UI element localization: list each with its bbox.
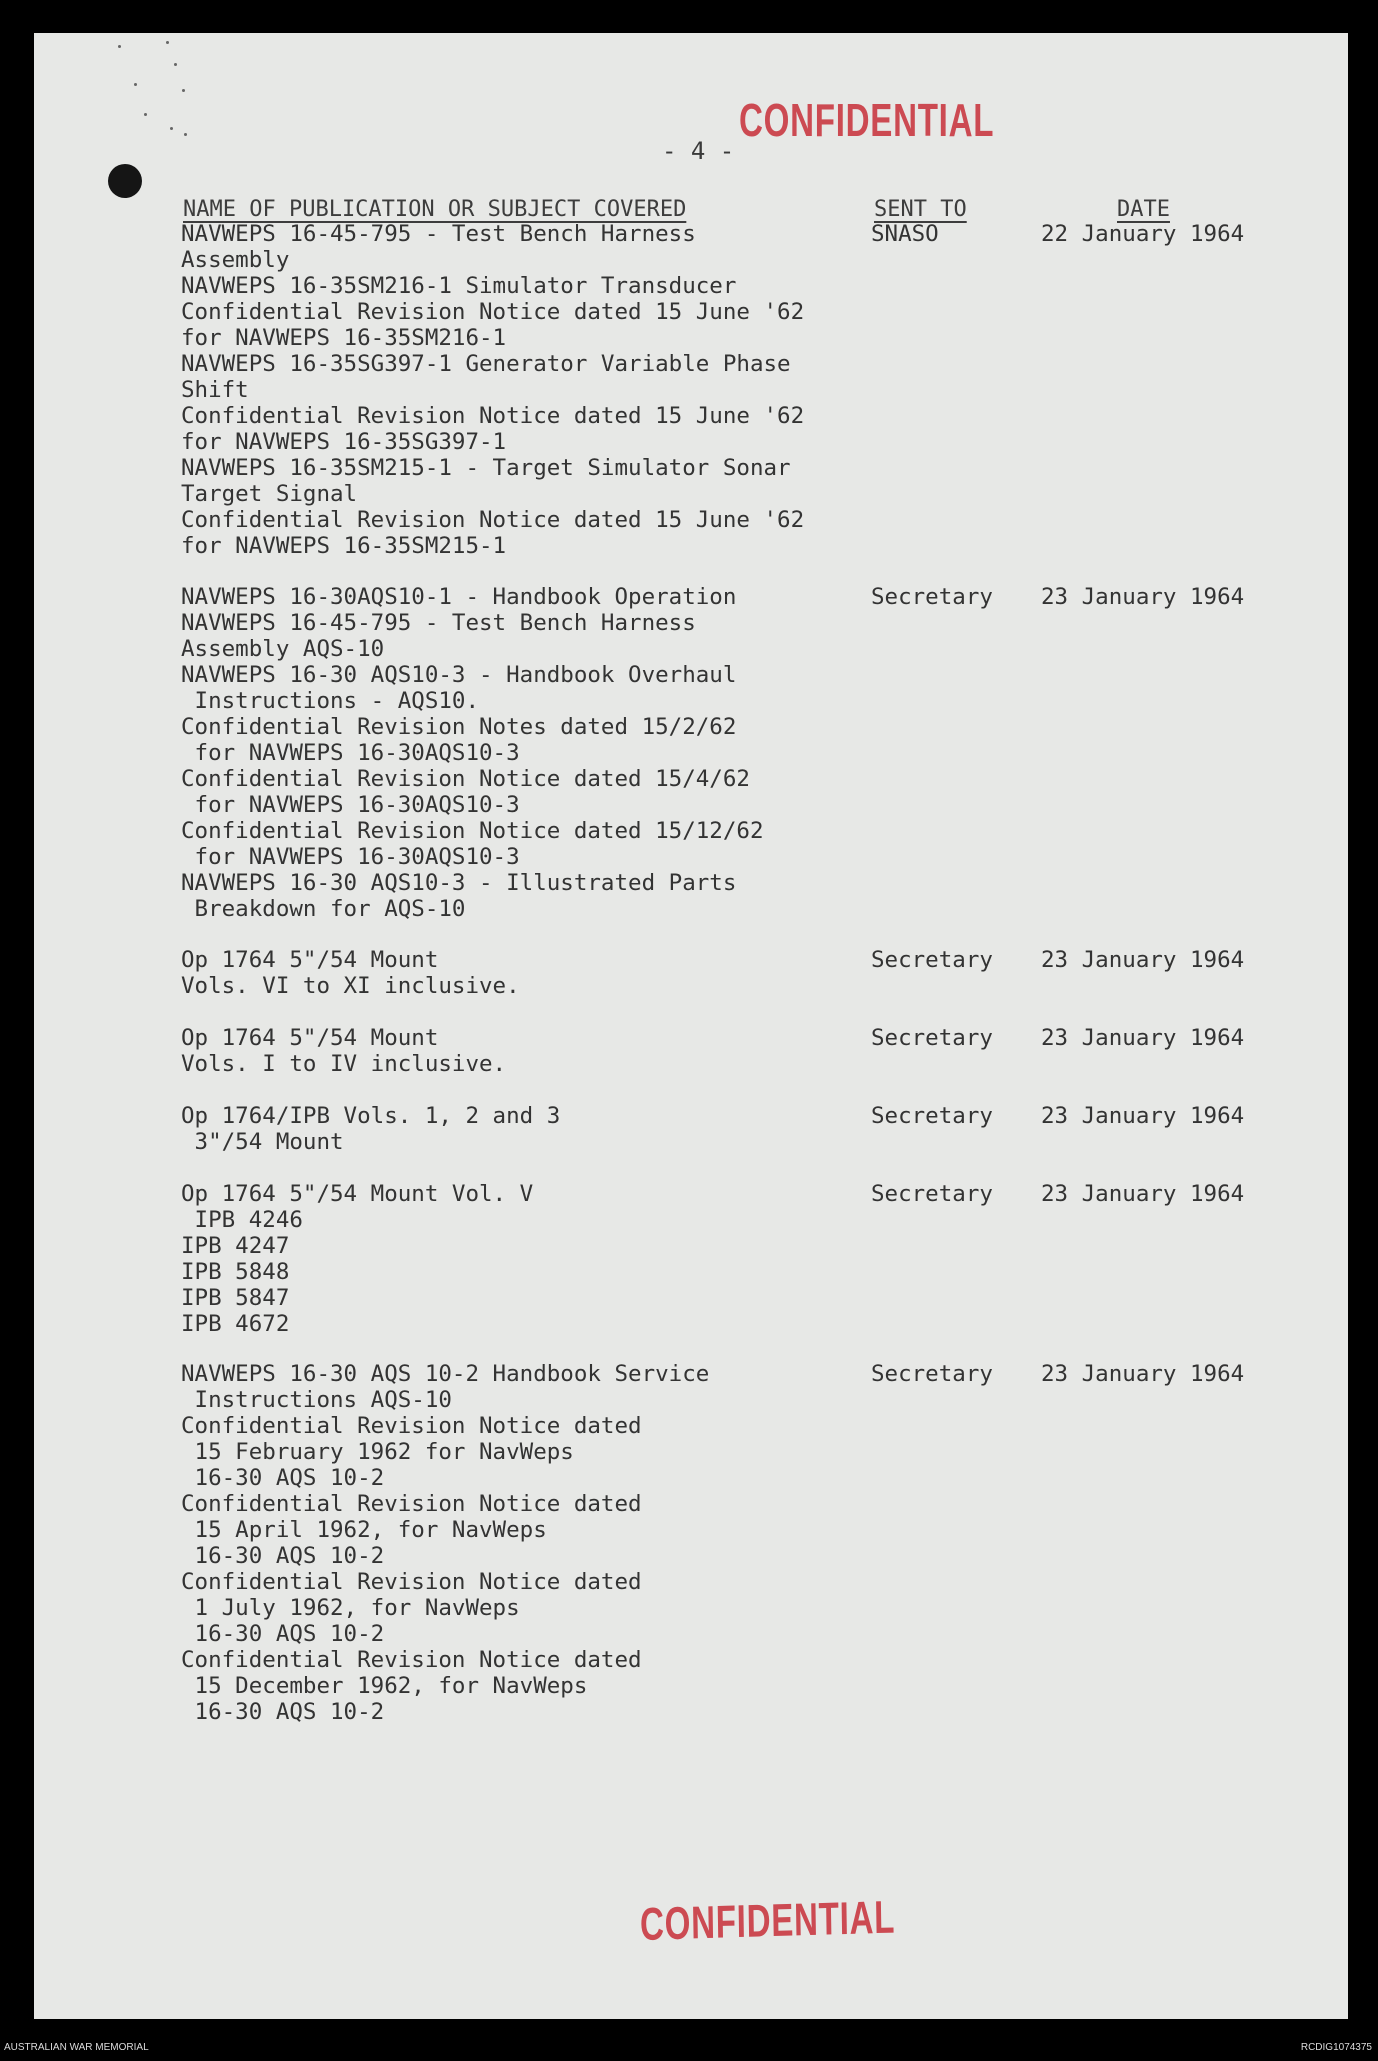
publication-line: 16-30 AQS 10-2 [181, 1543, 385, 1569]
publication-line: Confidential Revision Notice dated 15/4/62 [181, 766, 750, 792]
paper-specks [74, 33, 194, 173]
publication-line: Confidential Revision Notice dated 15 June '62 [181, 299, 805, 325]
publication-line: NAVWEPS 16-35SM215-1 - Target Simulator Sonar [181, 455, 791, 481]
page-number: - 4 - [662, 137, 735, 165]
publication-line: Confidential Revision Notes dated 15/2/62 [181, 714, 737, 740]
publication-line: Instructions - AQS10. [181, 688, 480, 714]
sent-to-value: Secretary [871, 947, 993, 973]
column-header-date: DATE [1117, 197, 1170, 222]
sent-to-value: Secretary [871, 1103, 993, 1129]
publication-line: NAVWEPS 16-35SG397-1 Generator Variable Phase [181, 351, 791, 377]
publication-entry [181, 1103, 1341, 1155]
sent-to-value: Secretary [871, 1025, 993, 1051]
date-value: 23 January 1964 [1041, 1181, 1245, 1207]
sent-to-value: Secretary [871, 1361, 993, 1387]
publication-line: NAVWEPS 16-30AQS10-1 - Handbook Operation [181, 584, 737, 610]
publication-line: IPB 4247 [181, 1233, 290, 1259]
publication-line: Op 1764 5"/54 Mount [181, 947, 439, 973]
publication-line: NAVWEPS 16-45-795 - Test Bench Harness [181, 610, 696, 636]
date-value: 23 January 1964 [1041, 947, 1245, 973]
column-header-publication: NAME OF PUBLICATION OR SUBJECT COVERED [183, 197, 687, 222]
publication-title [181, 584, 1341, 922]
publication-line: Confidential Revision Notice dated [181, 1413, 642, 1439]
publication-entry [181, 1361, 1341, 1725]
publication-line: for NAVWEPS 16-30AQS10-3 [181, 792, 520, 818]
publication-line: 3"/54 Mount [181, 1129, 344, 1155]
publication-line: Op 1764 5"/54 Mount Vol. V [181, 1181, 534, 1207]
publication-line: NAVWEPS 16-30 AQS 10-2 Handbook Service [181, 1361, 710, 1387]
publication-line: 15 December 1962, for NavWeps [181, 1673, 588, 1699]
publication-line: NAVWEPS 16-35SM216-1 Simulator Transducer [181, 273, 737, 299]
publication-line: Op 1764 5"/54 Mount [181, 1025, 439, 1051]
publication-entry [181, 221, 1341, 559]
publication-line: Target Signal [181, 481, 358, 507]
publication-line: Confidential Revision Notice dated 15/12/62 [181, 818, 764, 844]
sent-to-value: Secretary [871, 584, 993, 610]
confidential-stamp-top: CONFIDENTIAL [739, 94, 995, 146]
publication-line: 16-30 AQS 10-2 [181, 1621, 385, 1647]
date-value: 23 January 1964 [1041, 1025, 1245, 1051]
publication-line: for NAVWEPS 16-35SM215-1 [181, 533, 507, 559]
publication-line: NAVWEPS 16-30 AQS10-3 - Handbook Overhaul [181, 662, 737, 688]
publication-line: for NAVWEPS 16-35SM216-1 [181, 325, 507, 351]
publication-line: Instructions AQS-10 [181, 1387, 452, 1413]
publication-line: Vols. I to IV inclusive. [181, 1051, 507, 1077]
publication-entry [181, 947, 1341, 999]
publication-line: for NAVWEPS 16-30AQS10-3 [181, 740, 520, 766]
publication-line: 15 February 1962 for NavWeps [181, 1439, 574, 1465]
publication-line: 15 April 1962, for NavWeps [181, 1517, 547, 1543]
publication-line: 16-30 AQS 10-2 [181, 1699, 385, 1725]
publication-line: Shift [181, 377, 249, 403]
column-header-sent-to: SENT TO [874, 197, 967, 222]
publication-line: IPB 5847 [181, 1285, 290, 1311]
publication-line: Confidential Revision Notice dated [181, 1569, 642, 1595]
publication-line: IPB 4672 [181, 1311, 290, 1337]
publication-line: for NAVWEPS 16-35SG397-1 [181, 429, 507, 455]
publication-line: Confidential Revision Notice dated 15 June '62 [181, 507, 805, 533]
publication-entry [181, 1025, 1341, 1077]
publication-line: 1 July 1962, for NavWeps [181, 1595, 520, 1621]
confidential-stamp-bottom: CONFIDENTIAL [639, 1890, 896, 1950]
publication-title [181, 1361, 1341, 1725]
publication-entry [181, 1181, 1341, 1337]
publication-line: NAVWEPS 16-45-795 - Test Bench Harness [181, 221, 696, 247]
publication-line: 16-30 AQS 10-2 [181, 1465, 385, 1491]
publication-line: IPB 4246 [181, 1207, 303, 1233]
publication-line: Assembly AQS-10 [181, 636, 385, 662]
publication-line: Vols. VI to XI inclusive. [181, 973, 520, 999]
publication-line: IPB 5848 [181, 1259, 290, 1285]
publication-line: Assembly [181, 247, 290, 273]
publication-line: Confidential Revision Notice dated [181, 1491, 642, 1517]
footer-id: RCDIG1074375 [1300, 2042, 1372, 2053]
publication-line: Confidential Revision Notice dated 15 June '62 [181, 403, 805, 429]
date-value: 23 January 1964 [1041, 1361, 1245, 1387]
punch-hole [108, 164, 142, 198]
publication-title [181, 221, 1341, 559]
date-value: 23 January 1964 [1041, 584, 1245, 610]
document-page [34, 33, 1348, 2019]
publication-line: for NAVWEPS 16-30AQS10-3 [181, 844, 520, 870]
sent-to-value: SNASO [871, 221, 939, 247]
publication-line: Confidential Revision Notice dated [181, 1647, 642, 1673]
date-value: 22 January 1964 [1041, 221, 1245, 247]
sent-to-value: Secretary [871, 1181, 993, 1207]
publication-line: Op 1764/IPB Vols. 1, 2 and 3 [181, 1103, 561, 1129]
publication-line: NAVWEPS 16-30 AQS10-3 - Illustrated Parts [181, 870, 737, 896]
footer-source: AUSTRALIAN WAR MEMORIAL [4, 2042, 149, 2053]
publication-entry [181, 584, 1341, 922]
publication-line: Breakdown for AQS-10 [181, 896, 466, 922]
date-value: 23 January 1964 [1041, 1103, 1245, 1129]
